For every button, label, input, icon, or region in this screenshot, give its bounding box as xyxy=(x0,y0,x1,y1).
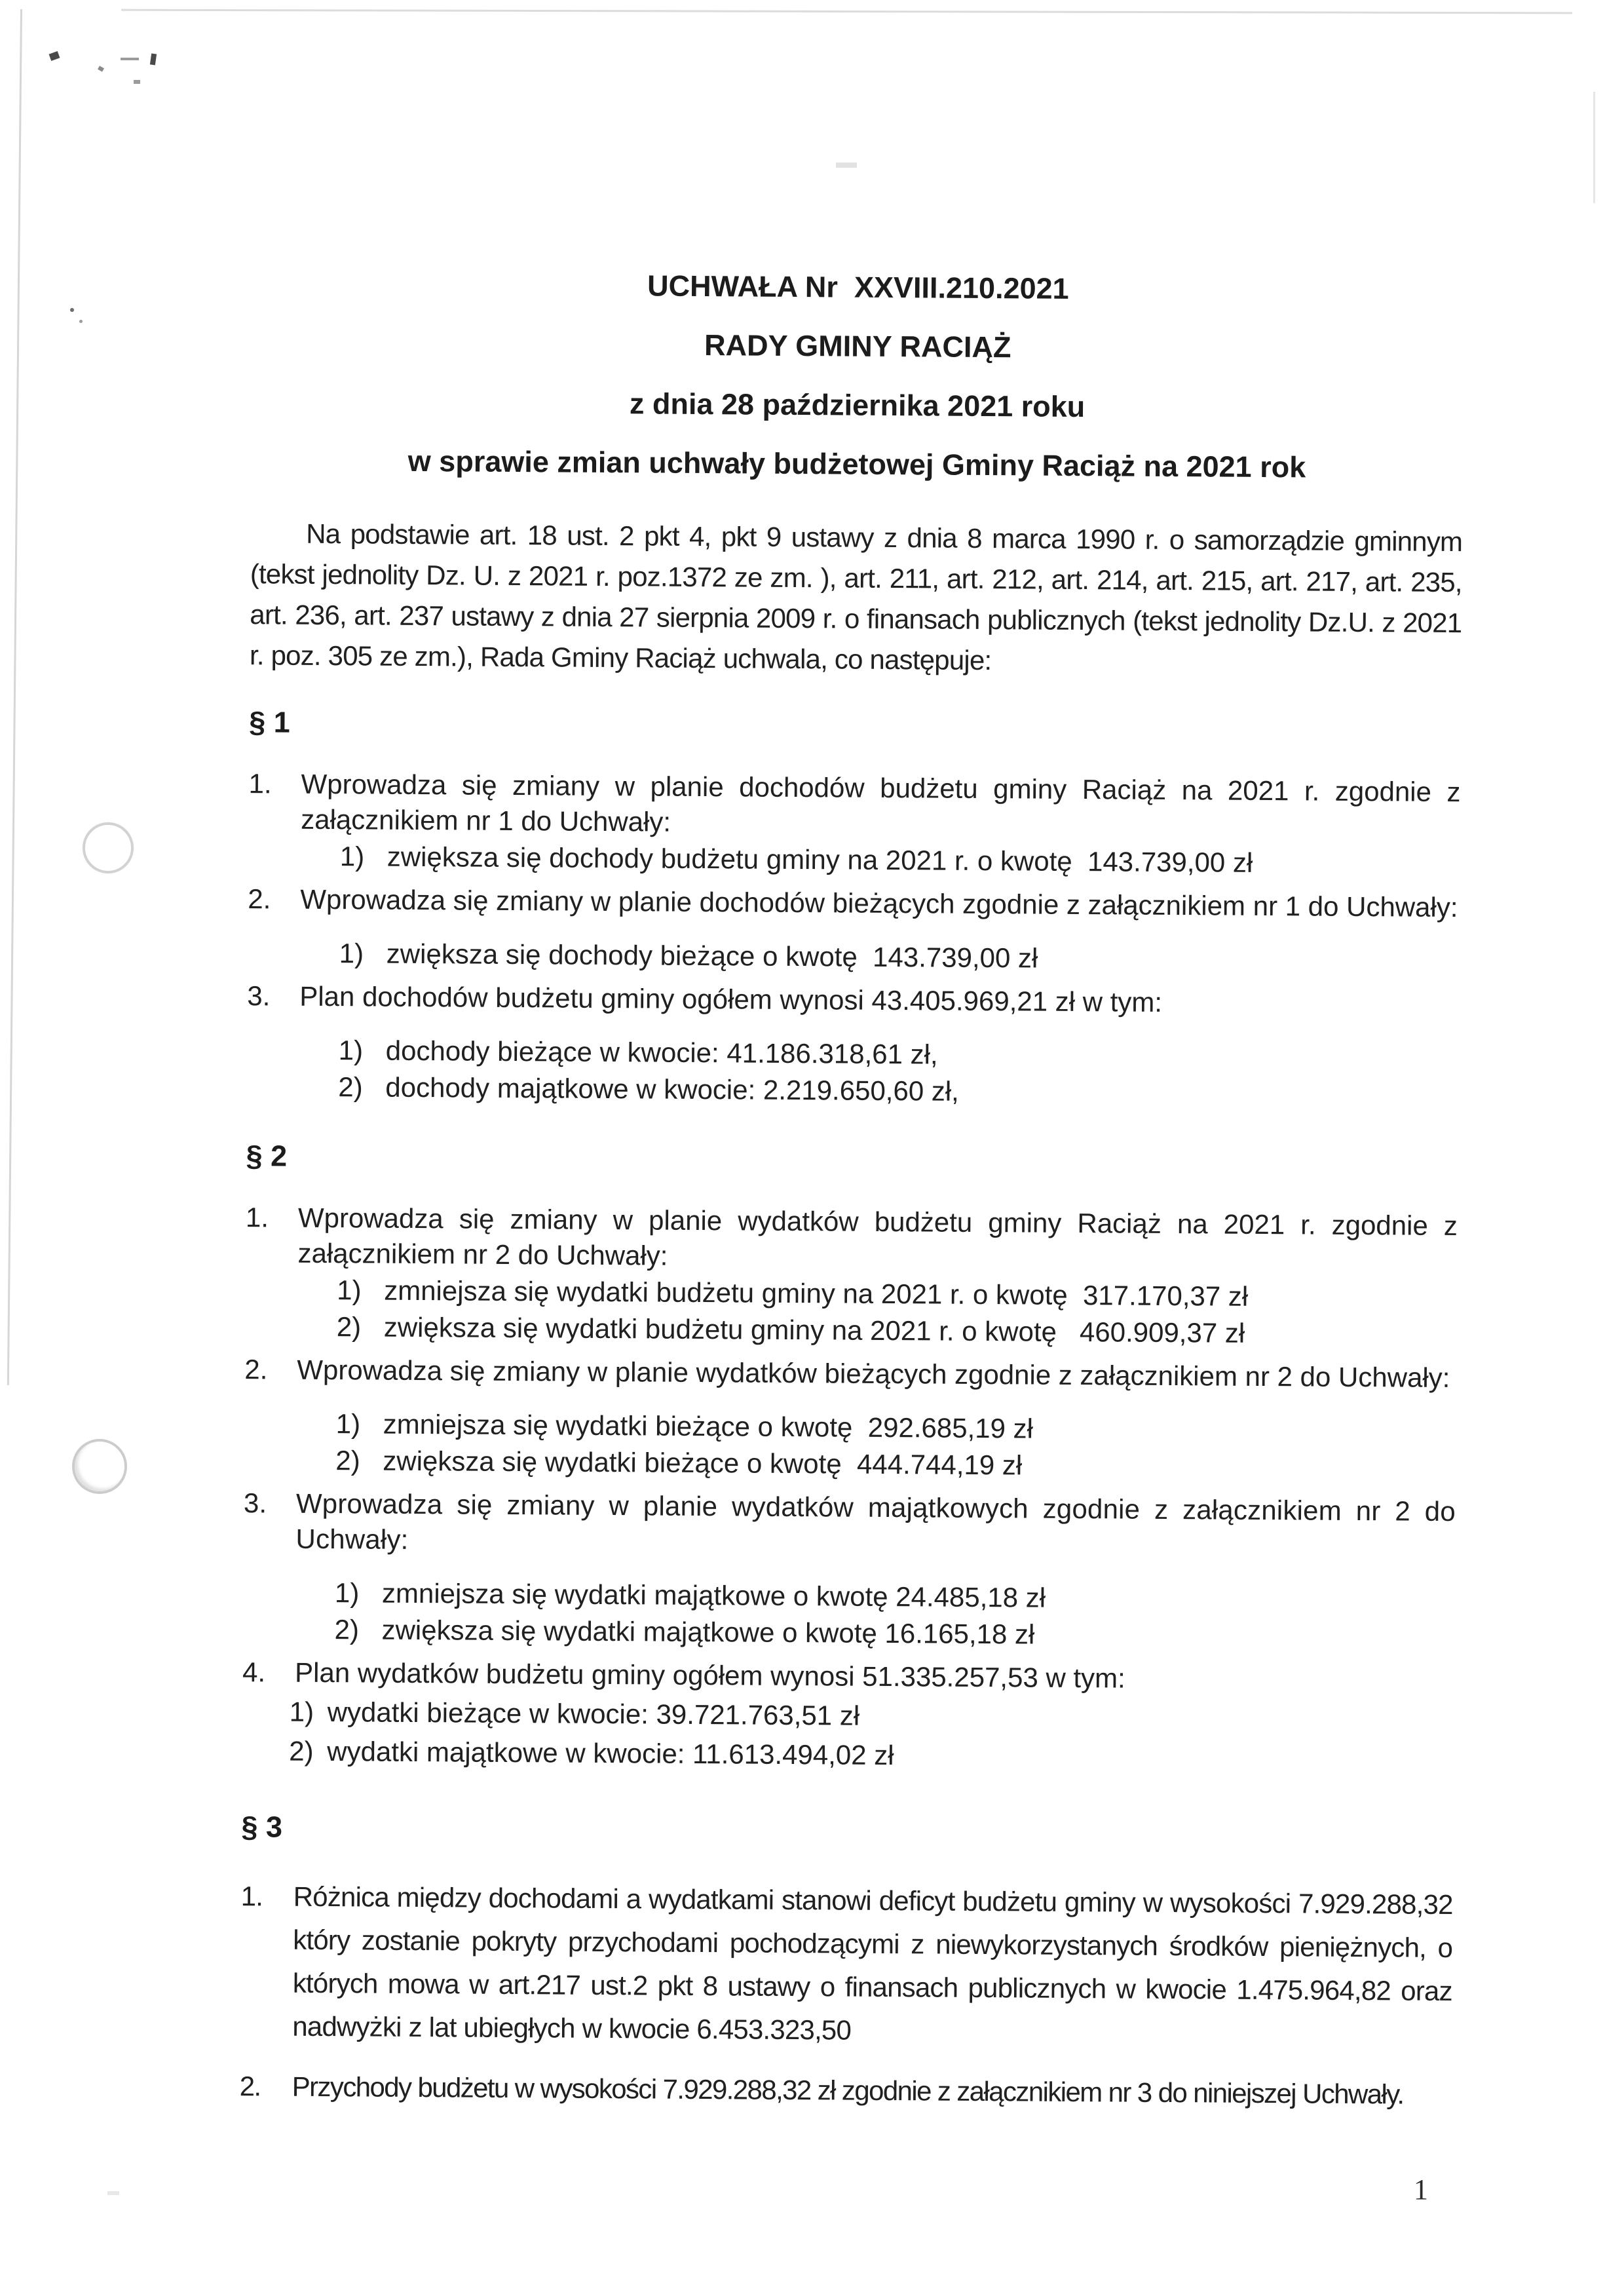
subitem-number: 2) xyxy=(338,1071,363,1103)
subitem-text: zwiększa się wydatki majątkowe o kwotę 16.165,18 zł xyxy=(381,1614,1035,1650)
item-number: 1. xyxy=(248,768,272,799)
subitem-number: 1) xyxy=(338,1035,364,1066)
subitem-text: zwiększa się dochody budżetu gminy na 2021 r. o kwotę 143.739,00 zł xyxy=(387,841,1253,878)
item-number: 2. xyxy=(239,2071,261,2102)
section-1-item-1 xyxy=(248,766,1461,845)
section-2-item-3-sub-2 xyxy=(242,1611,1454,1655)
subitem-number: 1) xyxy=(337,1274,362,1306)
section-2-item-1 xyxy=(245,1200,1458,1279)
section-2-item-4-sub-2 xyxy=(242,1733,1454,1777)
section-2-item-1-sub-1 xyxy=(245,1272,1457,1316)
section-1-item-2 xyxy=(248,881,1460,925)
section-2-heading: § 2 xyxy=(246,1139,288,1173)
section-1-item-3-sub-2 xyxy=(246,1069,1458,1113)
section-2-item-2 xyxy=(244,1352,1456,1396)
item-text: Przychody budżetu w wysokości 7.929.288,32 zł zgodnie z załącznikiem nr 3 do niniejszej Uchwały. xyxy=(292,2071,1404,2110)
section-1-item-3-sub-1 xyxy=(247,1032,1459,1076)
section-2-item-3-sub-1 xyxy=(243,1575,1455,1618)
subitem-text: wydatki bieżące w kwocie: 39.721.763,51 zł xyxy=(327,1696,860,1731)
subitem-number: 1) xyxy=(339,841,365,872)
section-2-item-2-sub-2 xyxy=(244,1442,1456,1486)
item-number: 3. xyxy=(243,1487,267,1519)
section-1-heading: § 1 xyxy=(249,705,290,739)
item-text: Plan wydatków budżetu gminy ogółem wynosi 51.335.257,53 w tym: xyxy=(294,1656,1125,1694)
section-3-heading: § 3 xyxy=(241,1810,283,1844)
section-2-item-4 xyxy=(242,1655,1454,1698)
subitem-number: 1) xyxy=(289,1696,314,1727)
subitem-number: 1) xyxy=(339,938,364,969)
item-text: Wprowadza się zmiany w planie dochodów bieżących zgodnie z załącznikiem nr 1 do Uchwały: xyxy=(300,883,1458,923)
subitem-number: 2) xyxy=(334,1614,360,1645)
subitem-number: 1) xyxy=(335,1408,361,1440)
doc-title-subject: w sprawie zmian uchwały budżetowej Gminy Raciąż na 2021 rok xyxy=(407,444,1306,484)
subitem-text: zmniejsza się wydatki majątkowe o kwotę 24.485,18 zł xyxy=(381,1577,1046,1613)
subitem-text: zmniejsza się wydatki budżetu gminy na 2021 r. o kwotę 317.170,37 zł xyxy=(384,1274,1249,1312)
doc-title-number: UCHWAŁA Nr XXVIII.210.2021 xyxy=(647,269,1069,305)
item-text: Plan dochodów budżetu gminy ogółem wynosi 43.405.969,21 zł w tym: xyxy=(299,980,1163,1018)
item-number: 1. xyxy=(245,1202,269,1233)
item-number: 4. xyxy=(242,1656,266,1688)
section-3-item-2 xyxy=(240,2069,1452,2113)
subitem-text: zwiększa się wydatki bieżące o kwotę 444.744,19 zł xyxy=(383,1445,1023,1481)
doc-title-issuer: RADY GMINY RACIĄŻ xyxy=(704,328,1011,364)
item-text: Wprowadza się zmiany w planie dochodów budżetu gminy Raciąż na 2021 r. zgodnie z załącznikiem nr 1 do Uchwały: xyxy=(301,768,1461,837)
section-3-item-1 xyxy=(240,1875,1453,2056)
item-number: 2. xyxy=(248,883,271,915)
subitem-number: 2) xyxy=(336,1311,362,1343)
subitem-text: dochody majątkowe w kwocie: 2.219.650,60 zł, xyxy=(385,1071,959,1107)
item-text: Wprowadza się zmiany w planie wydatków budżetu gminy Raciąż na 2021 r. zgodnie z załącznikiem nr 2 do Uchwały: xyxy=(297,1202,1458,1271)
doc-title-date: z dnia 28 października 2021 roku xyxy=(629,387,1086,424)
item-text: Wprowadza się zmiany w planie wydatków bieżących zgodnie z załącznikiem nr 2 do Uchwały: xyxy=(297,1354,1450,1394)
scan-speck xyxy=(107,2191,119,2195)
subitem-text: zmniejsza się wydatki bieżące o kwotę 292.685,19 zł xyxy=(383,1408,1034,1444)
subitem-text: zwiększa się wydatki budżetu gminy na 2021 r. o kwotę 460.909,37 zł xyxy=(383,1311,1245,1349)
section-1-item-2-sub-1 xyxy=(248,935,1460,979)
item-number: 1. xyxy=(240,1881,263,1912)
section-1-item-1-sub-1 xyxy=(248,838,1460,882)
page-number: 1 xyxy=(1414,2173,1428,2206)
subitem-text: zwiększa się dochody bieżące o kwotę 143.739,00 zł xyxy=(386,938,1038,974)
section-1-item-3 xyxy=(247,978,1459,1022)
section-2-item-1-sub-2 xyxy=(245,1309,1457,1352)
section-2-item-4-sub-1 xyxy=(242,1694,1454,1738)
item-text: Wprowadza się zmiany w planie wydatków majątkowych zgodnie z załącznikiem nr 2 do Uchwały: xyxy=(295,1487,1456,1555)
section-2-item-3 xyxy=(243,1485,1456,1565)
subitem-text: wydatki majątkowe w kwocie: 11.613.494,02 zł xyxy=(327,1736,894,1771)
subitem-number: 2) xyxy=(335,1445,360,1476)
item-number: 3. xyxy=(247,980,271,1012)
subitem-number: 1) xyxy=(334,1577,360,1609)
item-text: Różnica między dochodami a wydatkami stanowi deficyt budżetu gminy w wysokości 7.929.288,32 który zostanie pokryty przychodami pochodzącymi z niewykorzystanych środków pieniężnych, o których mowa w art.217 ust.2 pkt 8 ustawy o finansach publicznych w kwocie 1.475.964,82 oraz nadwyżki z lat ubiegłych w kwocie 6.453.323,50 xyxy=(292,1881,1453,2046)
legal-basis-paragraph: Na podstawie art. 18 ust. 2 pkt 4, pkt 9 ustawy z dnia 8 marca 1990 r. o samorządzie gminnym (tekst jednolity Dz. U. z 2021 r. poz.1372 ze zm. ), art. 211, art. 212, art. 214, art. 215, art. 217, art. 235, art. 236, art. 237 ustawy z dnia 27 sierpnia 2009 r. o finansach publicznych (tekst jednolity Dz.U. z 2021 r. poz. 305 ze zm.), Rada Gminy Raciąż uchwala, co następuje: xyxy=(249,518,1463,676)
item-number: 2. xyxy=(244,1354,268,1385)
subitem-text: dochody bieżące w kwocie: 41.186.318,61 zł, xyxy=(385,1035,938,1070)
subitem-number: 2) xyxy=(289,1735,314,1767)
section-2-item-2-sub-1 xyxy=(244,1406,1456,1449)
